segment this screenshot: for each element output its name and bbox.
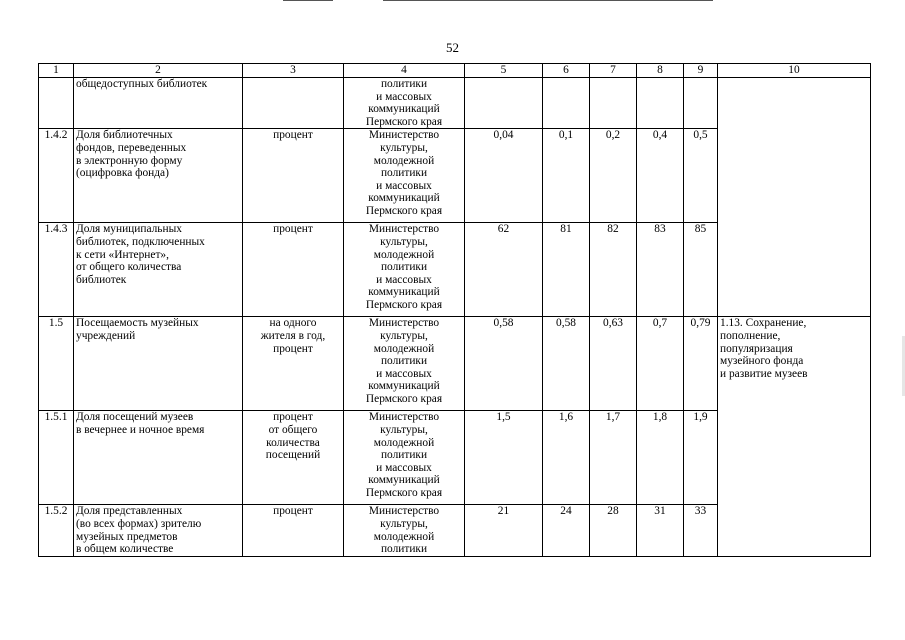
value-col-7 bbox=[590, 78, 637, 129]
value-col-8: 31 bbox=[637, 505, 684, 557]
indicator-name: общедоступных библиотек bbox=[74, 78, 243, 129]
indicator-name: Доля представленных (во всех формах) зрителю музейных предметов в общем количестве bbox=[74, 505, 243, 557]
value-col-6: 24 bbox=[543, 505, 590, 557]
goal-cell-empty bbox=[718, 78, 871, 317]
value-col-5 bbox=[465, 78, 543, 129]
top-edge-line bbox=[383, 0, 713, 1]
value-col-9: 0,79 bbox=[684, 317, 718, 411]
column-number: 7 bbox=[590, 64, 637, 78]
value-col-9: 33 bbox=[684, 505, 718, 557]
value-col-8: 0,4 bbox=[637, 129, 684, 223]
value-col-8: 83 bbox=[637, 223, 684, 317]
value-col-7: 82 bbox=[590, 223, 637, 317]
table-row bbox=[39, 78, 871, 129]
responsible-body: Министерство культуры, молодежной политики и массовых коммуникаций Пермского края bbox=[344, 317, 465, 411]
value-col-5: 62 bbox=[465, 223, 543, 317]
value-col-8: 1,8 bbox=[637, 411, 684, 505]
value-col-6 bbox=[543, 78, 590, 129]
responsible-body: Министерство культуры, молодежной политики и массовых коммуникаций Пермского края bbox=[344, 129, 465, 223]
responsible-body: Министерство культуры, молодежной политики и массовых коммуникаций Пермского края bbox=[344, 223, 465, 317]
value-col-7: 28 bbox=[590, 505, 637, 557]
value-col-9 bbox=[684, 78, 718, 129]
responsible-body: политики и массовых коммуникаций Пермского края bbox=[344, 78, 465, 129]
column-number: 10 bbox=[718, 64, 871, 78]
column-number: 6 bbox=[543, 64, 590, 78]
indicator-unit: процент bbox=[243, 223, 344, 317]
responsible-body: Министерство культуры, молодежной политики bbox=[344, 505, 465, 557]
indicator-unit bbox=[243, 78, 344, 129]
column-number-row bbox=[39, 64, 871, 78]
indicator-unit: процент bbox=[243, 129, 344, 223]
value-col-7: 0,63 bbox=[590, 317, 637, 411]
indicators-table bbox=[38, 63, 871, 557]
page-number: 52 bbox=[446, 40, 459, 55]
value-col-8 bbox=[637, 78, 684, 129]
column-number: 9 bbox=[684, 64, 718, 78]
indicator-code: 1.5.1 bbox=[39, 411, 74, 505]
indicator-unit: процент bbox=[243, 505, 344, 557]
indicator-code bbox=[39, 78, 74, 129]
indicator-name: Посещаемость музейных учреждений bbox=[74, 317, 243, 411]
value-col-6: 0,1 bbox=[543, 129, 590, 223]
indicator-name: Доля посещений музеев в вечернее и ночное время bbox=[74, 411, 243, 505]
indicator-unit: процент от общего количества посещений bbox=[243, 411, 344, 505]
responsible-body: Министерство культуры, молодежной политики и массовых коммуникаций Пермского края bbox=[344, 411, 465, 505]
value-col-6: 1,6 bbox=[543, 411, 590, 505]
value-col-5: 0,58 bbox=[465, 317, 543, 411]
column-number: 4 bbox=[344, 64, 465, 78]
value-col-9: 1,9 bbox=[684, 411, 718, 505]
value-col-5: 21 bbox=[465, 505, 543, 557]
goal-museum-fund: 1.13. Сохранение, пополнение, популяризация музейного фонда и развитие музеев bbox=[718, 317, 871, 557]
value-col-5: 1,5 bbox=[465, 411, 543, 505]
value-col-5: 0,04 bbox=[465, 129, 543, 223]
table-row bbox=[39, 317, 871, 411]
indicator-name: Доля муниципальных библиотек, подключенных к сети «Интернет», от общего количества библиотек bbox=[74, 223, 243, 317]
value-col-7: 1,7 bbox=[590, 411, 637, 505]
column-number: 8 bbox=[637, 64, 684, 78]
value-col-7: 0,2 bbox=[590, 129, 637, 223]
value-col-6: 0,58 bbox=[543, 317, 590, 411]
value-col-9: 85 bbox=[684, 223, 718, 317]
value-col-9: 0,5 bbox=[684, 129, 718, 223]
indicator-code: 1.5 bbox=[39, 317, 74, 411]
column-number: 2 bbox=[74, 64, 243, 78]
column-number: 1 bbox=[39, 64, 74, 78]
indicator-name: Доля библиотечных фондов, переведенных в электронную форму (оцифровка фонда) bbox=[74, 129, 243, 223]
indicator-code: 1.4.2 bbox=[39, 129, 74, 223]
top-edge-line bbox=[283, 0, 333, 1]
column-number: 5 bbox=[465, 64, 543, 78]
value-col-8: 0,7 bbox=[637, 317, 684, 411]
column-number: 3 bbox=[243, 64, 344, 78]
indicator-code: 1.4.3 bbox=[39, 223, 74, 317]
indicator-code: 1.5.2 bbox=[39, 505, 74, 557]
value-col-6: 81 bbox=[543, 223, 590, 317]
indicator-unit: на одного жителя в год, процент bbox=[243, 317, 344, 411]
